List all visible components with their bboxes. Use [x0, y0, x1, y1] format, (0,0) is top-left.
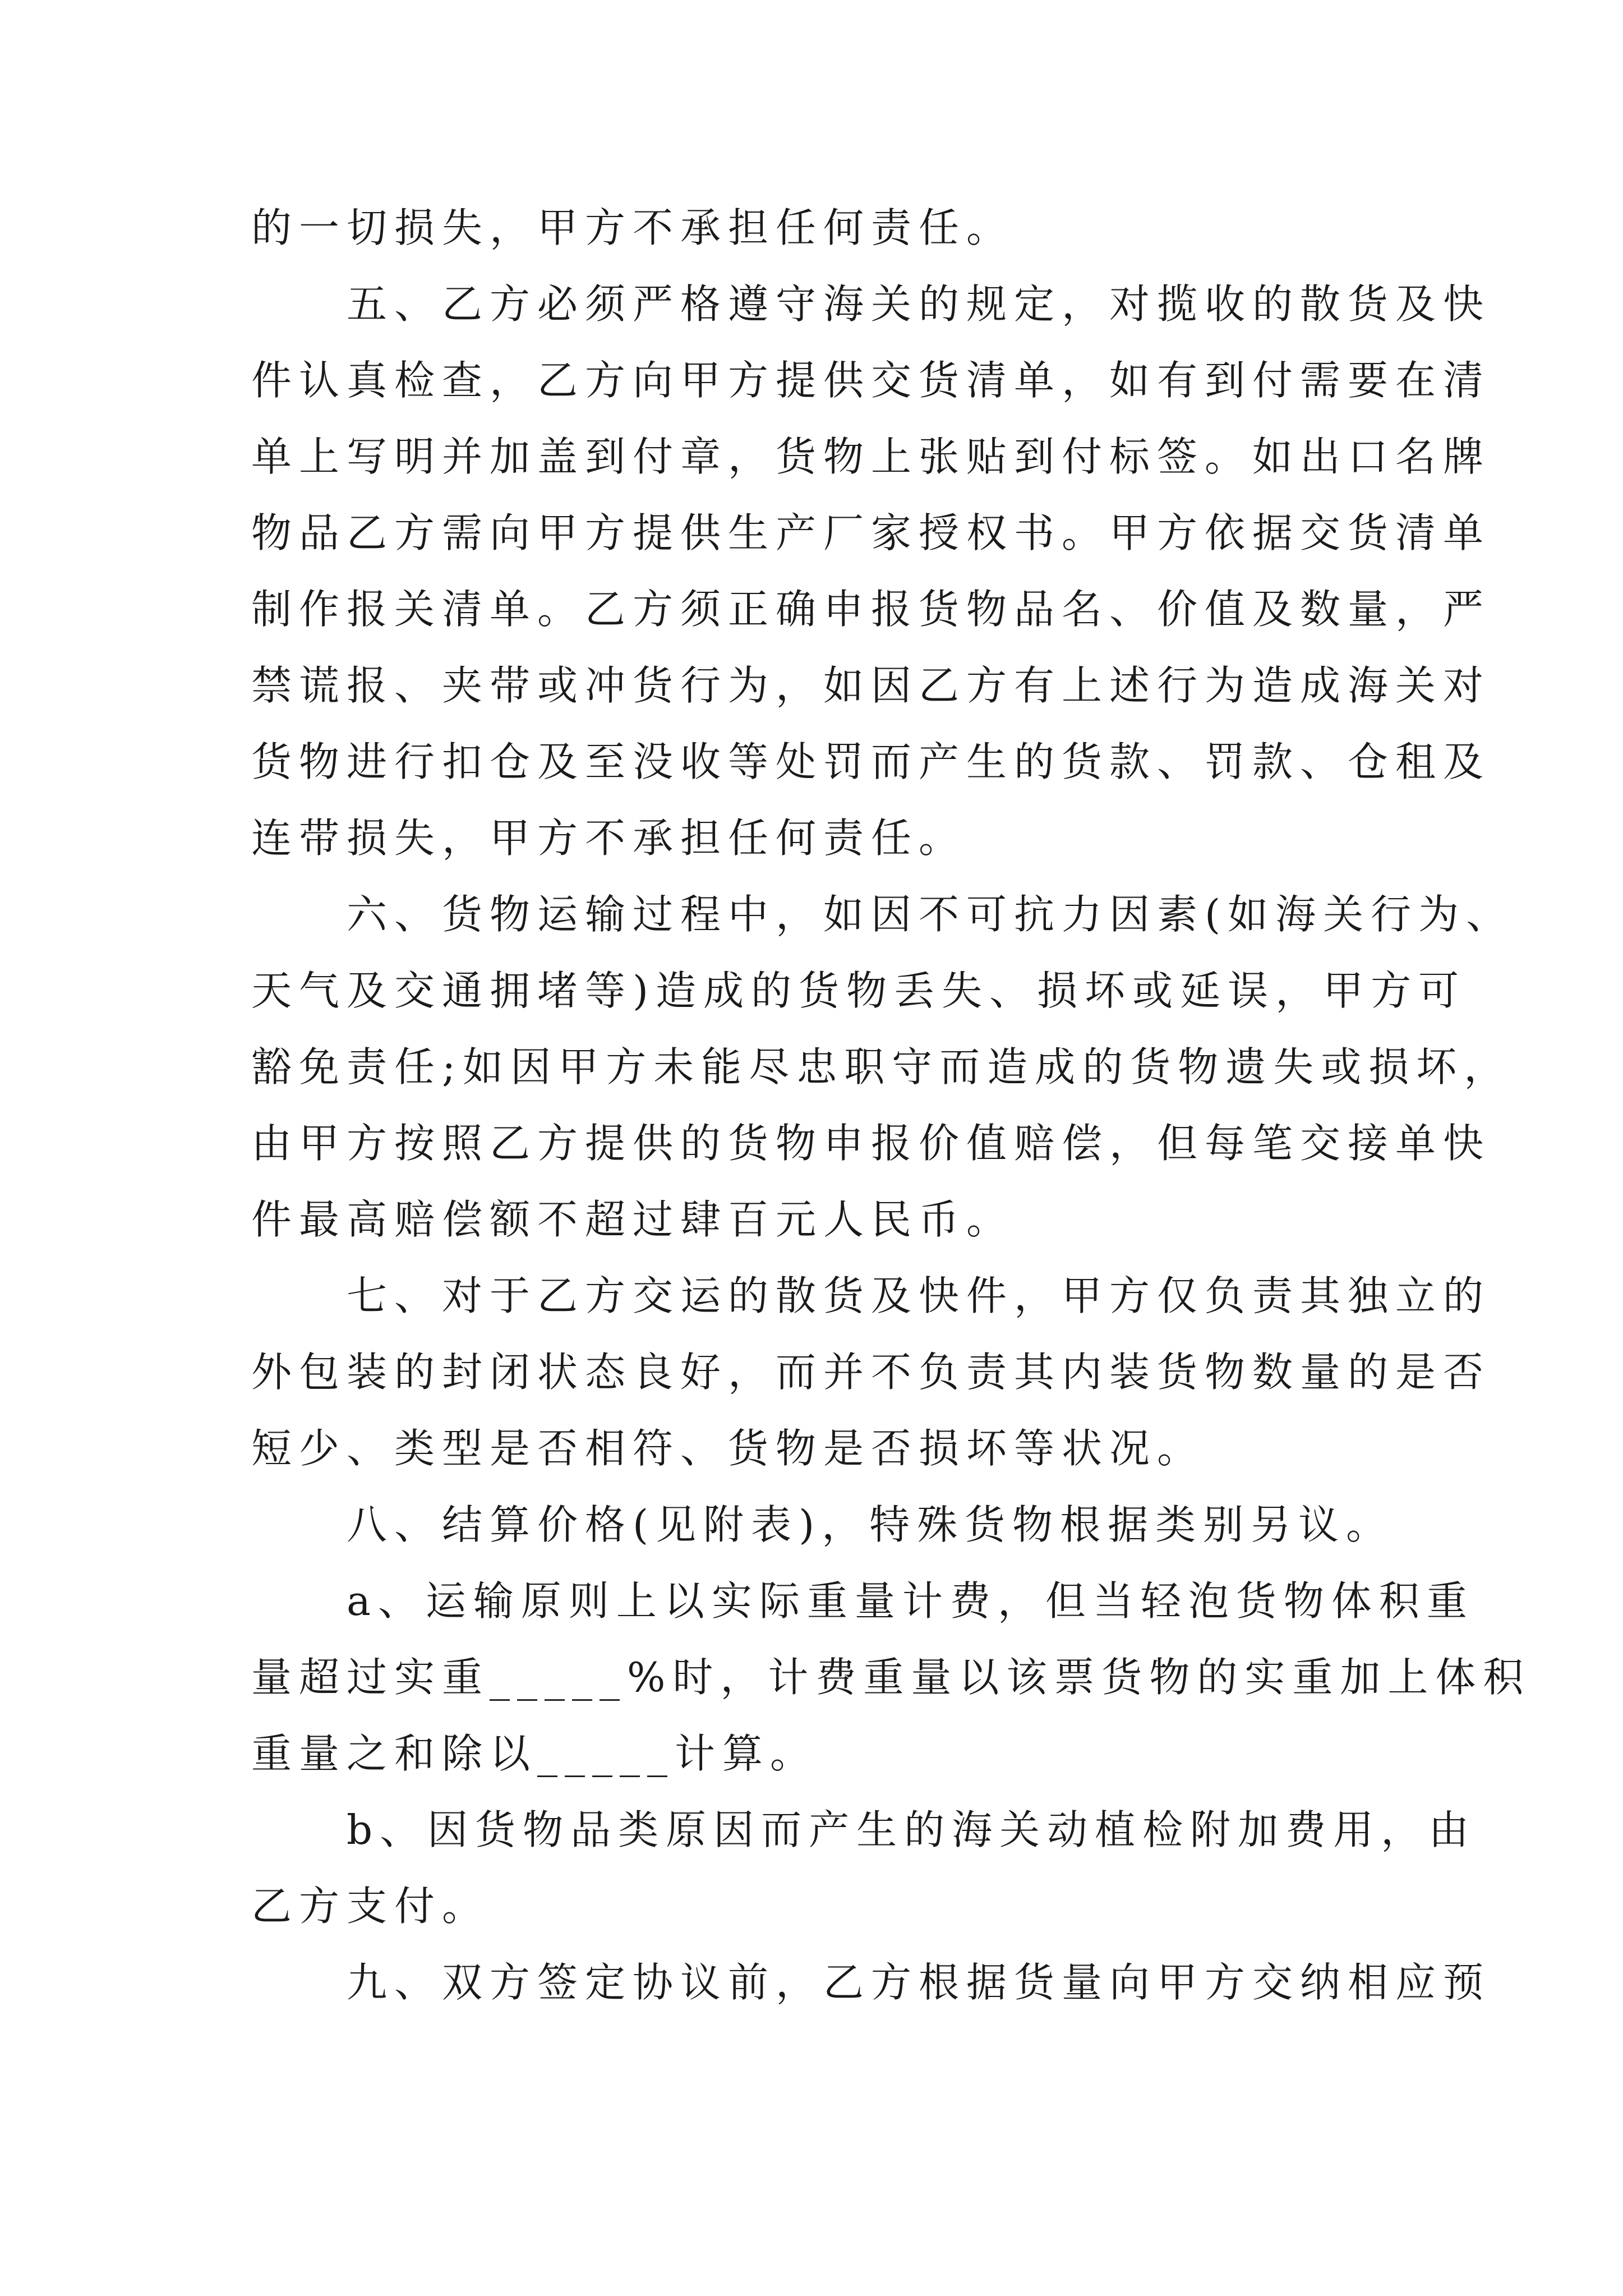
text-line: 单上写明并加盖到付章，货物上张贴到付标签。如出口名牌	[251, 433, 1491, 480]
text-line: 九、双方签定协议前，乙方根据货量向甲方交纳相应预	[251, 1959, 1491, 2006]
text-line: 货物进行扣仓及至没收等处罚而产生的货款、罚款、仓租及	[251, 738, 1491, 785]
text-line: 件最高赔偿额不超过肆百元人民币。	[251, 1196, 1015, 1243]
text-line: 重量之和除以_____计算。	[251, 1730, 818, 1777]
text-line: b、因货物品类原因而产生的海关动植检附加费用，由	[251, 1806, 1477, 1853]
text-line: 量超过实重_____%时，计费重量以该票货物的实重加上体积	[251, 1654, 1531, 1701]
text-line: 天气及交通拥堵等)造成的货物丢失、损坏或延误，甲方可	[251, 967, 1467, 1014]
text-line: 八、结算价格(见附表)，特殊货物根据类别另议。	[251, 1501, 1394, 1548]
text-line: 件认真检查，乙方向甲方提供交货清单，如有到付需要在清	[251, 357, 1491, 404]
text-line: 外包装的封闭状态良好，而并不负责其内装货物数量的是否	[251, 1349, 1491, 1396]
text-line: 的一切损失，甲方不承担任何责任。	[251, 204, 1015, 251]
text-line: 由甲方按照乙方提供的货物申报价值赔偿，但每笔交接单快	[251, 1120, 1491, 1167]
text-line: 乙方支付。	[251, 1883, 490, 1930]
text-line: 物品乙方需向甲方提供生产厂家授权书。甲方依据交货清单	[251, 509, 1491, 556]
text-line: 连带损失，甲方不承担任何责任。	[251, 815, 967, 862]
text-line: 短少、类型是否相符、货物是否损坏等状况。	[251, 1425, 1205, 1472]
text-line: 禁谎报、夹带或冲货行为，如因乙方有上述行为造成海关对	[251, 662, 1491, 709]
text-line: 制作报关清单。乙方须正确申报货物品名、价值及数量，严	[251, 586, 1491, 633]
document-body	[251, 190, 1531, 2021]
text-line: 豁免责任;如因甲方未能尽忠职守而造成的货物遗失或损坏，	[251, 1043, 1512, 1091]
text-line: 六、货物运输过程中，如因不可抗力因素(如海关行为、	[251, 891, 1514, 938]
text-line: a、运输原则上以实际重量计费，但当轻泡货物体积重	[251, 1577, 1474, 1625]
text-line: 七、对于乙方交运的散货及快件，甲方仅负责其独立的	[251, 1272, 1491, 1319]
text-line: 五、乙方必须严格遵守海关的规定，对揽收的散货及快	[251, 280, 1491, 328]
